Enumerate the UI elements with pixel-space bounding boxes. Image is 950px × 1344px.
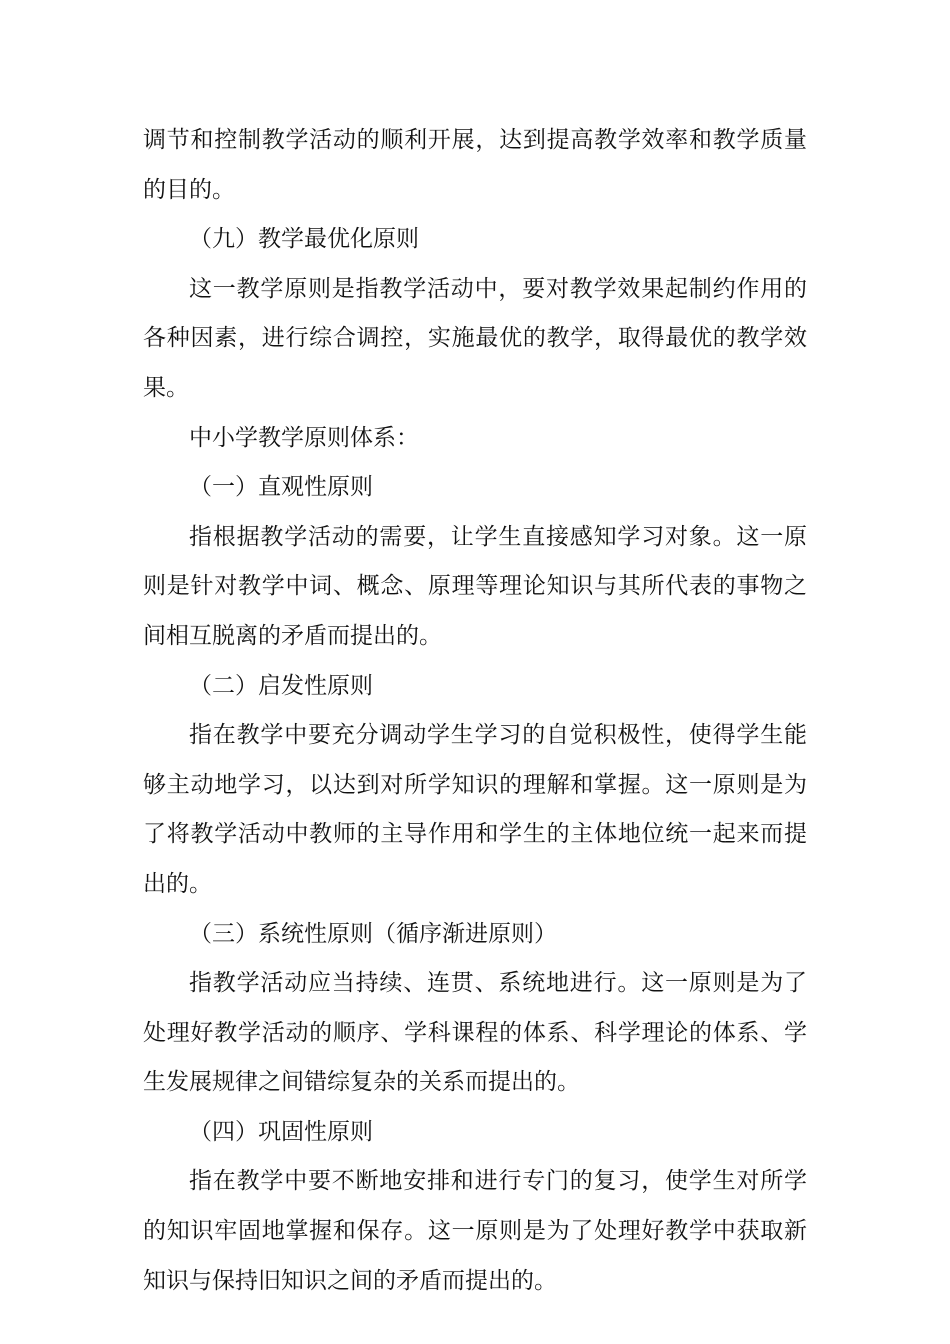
- system-heading: 中小学教学原则体系：: [189, 424, 419, 451]
- section-heading-systematic: （三）系统性原则（循序渐进原则）: [189, 920, 557, 947]
- paragraph-systematic: 指教学活动应当持续、连贯、系统地进行。这一原则是为了处理好教学活动的顺序、学科课程的体系、科学理论的体系、学生发展规律之间错综复杂的关系而提出的。: [143, 970, 807, 1096]
- section-heading-optimization: （九）教学最优化原则: [189, 226, 419, 253]
- section-heading-consolidation: （四）巩固性原则: [189, 1118, 373, 1145]
- paragraph-heuristic: 指在教学中要充分调动学生学习的自觉积极性，使得学生能够主动地学习，以达到对所学知识的理解和掌握。这一原则是为了将教学活动中教师的主导作用和学生的主体地位统一起来而提出的。: [143, 722, 807, 897]
- section-heading-intuitive: （一）直观性原则: [189, 474, 373, 501]
- paragraph-continuation: 调节和控制教学活动的顺利开展，达到提高教学效率和教学质量的目的。: [143, 127, 807, 203]
- paragraph-consolidation: 指在教学中要不断地安排和进行专门的复习，使学生对所学的知识牢固地掌握和保存。这一原则是为了处理好教学中获取新知识与保持旧知识之间的矛盾而提出的。: [143, 1168, 807, 1294]
- section-heading-heuristic: （二）启发性原则: [189, 672, 373, 699]
- document-body: [143, 116, 807, 1306]
- paragraph-optimization: 这一教学原则是指教学活动中，要对教学效果起制约作用的各种因素，进行综合调控，实施最优的教学，取得最优的教学效果。: [143, 275, 807, 401]
- paragraph-intuitive: 指根据教学活动的需要，让学生直接感知学习对象。这一原则是针对教学中词、概念、原理等理论知识与其所代表的事物之间相互脱离的矛盾而提出的。: [143, 523, 807, 649]
